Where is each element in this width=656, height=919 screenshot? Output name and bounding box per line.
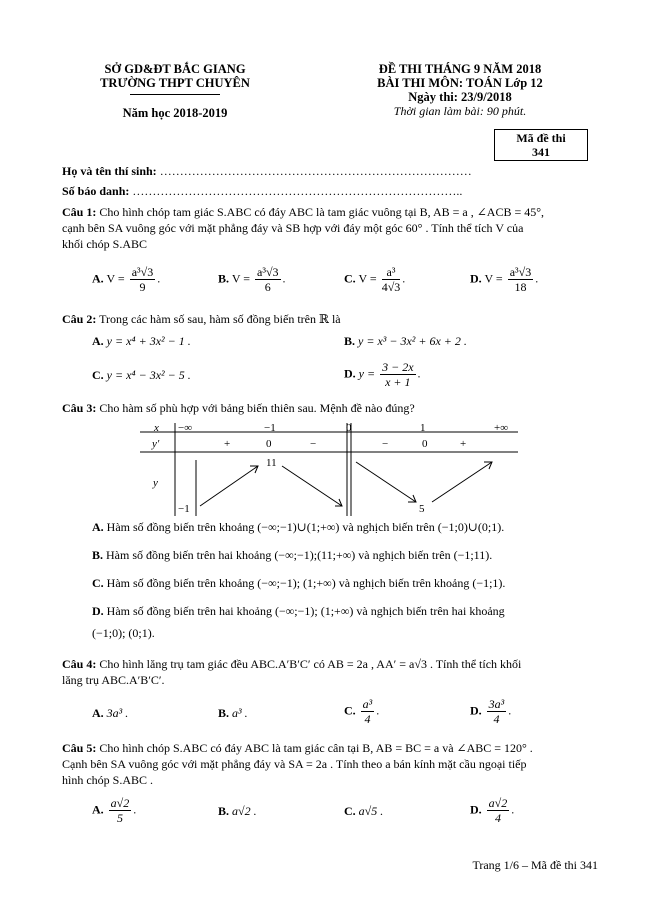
denominator: 5 [116, 811, 123, 825]
denominator: 4√3 [381, 280, 401, 294]
exam-title: ĐỀ THI THÁNG 9 NĂM 2018 [378, 62, 542, 76]
option-text: y = x⁴ + 3x² − 1 . [106, 334, 191, 348]
question-5-label: Câu 5: [62, 741, 97, 755]
question-4-line1 [62, 656, 521, 672]
numerator: a³√3 [509, 265, 532, 279]
denominator: 6 [264, 280, 271, 294]
sign: + [224, 438, 231, 450]
q3-option-d-cont: (−1;0); (0;1). [92, 626, 155, 640]
exam-duration: Thời gian làm bài: 90 phút. [393, 104, 527, 118]
question-4-text-1: Cho hình lăng trụ tam giác đều ABC.A′B′C′ có AB = 2a , AA′ = a√3 . Tính thể tích khối [99, 657, 522, 671]
q5-option-d[interactable]: D. $\frac{a√2}{4}$ . [470, 796, 515, 825]
question-1-text-2: cạnh bên SA vuông góc với mặt phẳng đáy và SB hợp với đáy một góc 60° . Tính thể tích V của [62, 221, 524, 235]
x-label: x [154, 422, 159, 434]
x-value: −∞ [178, 422, 193, 434]
option-text: Hàm số đồng biến trên khoảng (−∞;−1)∪(1;+∞) và nghịch biến trên (−1;0)∪(0;1). [106, 520, 505, 534]
option-label: B. [218, 271, 230, 286]
candidate-name-label: Họ và tên thí sinh: [62, 164, 157, 178]
candidate-id-field: ……………………………………………………………………….. [132, 184, 463, 198]
numerator: a√2 [110, 796, 130, 810]
q2-option-a[interactable] [92, 334, 191, 349]
y-value-low: −1 [178, 503, 190, 515]
exam-code-box [494, 129, 588, 161]
fraction [361, 697, 375, 726]
denominator: 9 [139, 280, 146, 294]
exam-subject: BÀI THI MÔN: TOÁN Lớp 12 [377, 76, 543, 90]
option-text: Hàm số đồng biến trên hai khoảng (−∞;−1);(11;+∞) và nghịch biến trên (−1;11). [106, 548, 493, 562]
option-prefix: V = [231, 271, 251, 286]
option-label: C. [92, 576, 104, 590]
question-1-label: Câu 1: [62, 205, 97, 219]
y-label: y [153, 477, 158, 489]
school-name: TRƯỜNG THPT CHUYÊN [100, 76, 250, 90]
numerator: a³ [382, 265, 401, 280]
q2-option-b[interactable] [344, 334, 467, 349]
q4-option-a[interactable] [92, 706, 128, 721]
question-1-text-3: khối chóp S.ABC [62, 237, 148, 251]
question-5-text-3: hình chóp S.ABC . [62, 773, 154, 787]
option-text: a√2 . [232, 804, 257, 818]
question-3 [62, 400, 415, 416]
x-value: −1 [264, 422, 276, 434]
option-label: A. [92, 520, 104, 534]
header-divider [130, 94, 220, 95]
option-label: C. [344, 271, 356, 286]
fraction [109, 796, 132, 825]
q4-option-b[interactable] [218, 706, 248, 721]
question-1-line1 [62, 204, 544, 220]
option-text: Hàm số đồng biến trên khoảng (−∞;−1); (1;+∞) và nghịch biến trên khoảng (−1;1). [106, 576, 506, 590]
option-text: Hàm số đồng biến trên hai khoảng (−∞;−1); (1;+∞) và nghịch biến trên hai khoảng [106, 604, 505, 618]
sign: − [382, 438, 389, 450]
q3-option-a[interactable] [92, 520, 504, 535]
variation-arrows [200, 462, 492, 506]
question-2 [62, 311, 341, 327]
question-2-label: Câu 2: [62, 312, 97, 326]
candidate-name-row [62, 164, 472, 179]
question-1-text-1: Cho hình chóp tam giác S.ABC có đáy ABC là tam giác vuông tại B, AB = a , ∠ACB = 45°, [99, 205, 545, 219]
denominator: x + 1 [385, 375, 411, 389]
fraction [487, 697, 507, 726]
denominator: 18 [514, 280, 527, 294]
sign: 0 [266, 438, 272, 450]
x-value: +∞ [494, 422, 509, 434]
q2-option-c[interactable] [92, 368, 191, 383]
q1-option-a[interactable]: A. V = $\frac{\text{a³√3}}{9}$ . [92, 265, 161, 294]
question-5-text-1: Cho hình chóp S.ABC có đáy ABC là tam giác cân tại B, AB = BC = a và ∠ABC = 120° . [99, 741, 533, 755]
q2-option-d[interactable]: D. y = $\frac{3 - 2x}{x + 1}$ . [344, 360, 421, 389]
option-label: A. [92, 706, 104, 720]
q5-option-a[interactable]: A. $\frac{a√2}{5}$ . [92, 796, 137, 825]
x-value: 0 [346, 422, 352, 434]
q4-option-c[interactable]: C. $\frac{\text{a³}}{4}$ . [344, 697, 380, 726]
arrow-down [282, 466, 342, 506]
option-text: y = x⁴ − 3x² − 5 . [106, 368, 191, 382]
question-3-text: Cho hàm số phù hợp với bảng biến thiên sau. Mệnh đề nào đúng? [99, 401, 415, 415]
q1-option-b[interactable]: B. V = $\frac{\text{a³√3}}{6}$ . [218, 265, 286, 294]
option-prefix: V = [358, 271, 377, 286]
option-label: A. [92, 802, 104, 817]
option-prefix: V = [484, 271, 503, 286]
numerator: a³√3 [131, 265, 154, 279]
question-4-text-2: lăng trụ ABC.A′B′C′. [62, 673, 165, 687]
fraction [380, 360, 415, 389]
option-text: a³ . [232, 706, 248, 720]
question-2-text: Trong các hàm số sau, hàm số đồng biến trên ℝ là [99, 312, 341, 326]
question-5-line1 [62, 740, 533, 756]
question-4-label: Câu 4: [62, 657, 97, 671]
school-year: Năm học 2018-2019 [122, 106, 228, 120]
sign: 0 [422, 438, 428, 450]
q5-option-c[interactable] [344, 804, 383, 819]
candidate-id-label: Số báo danh: [62, 184, 130, 198]
question-3-label: Câu 3: [62, 401, 97, 415]
q1-option-c[interactable]: C. V = $\frac{\text{a³}}{4√3}$ . [344, 265, 406, 294]
variation-table [140, 420, 520, 520]
option-label: B. [218, 706, 230, 720]
numerator: a³√3 [257, 265, 279, 279]
option-label: D. [92, 604, 104, 618]
numerator: 3 − 2x [382, 360, 414, 374]
option-label: C. [92, 368, 104, 382]
denominator: 4 [494, 811, 501, 825]
fraction [255, 265, 281, 294]
option-text: y = x³ − 3x² + 6x + 2 . [358, 334, 467, 348]
candidate-name-field: …………………………………………………………………… [159, 164, 472, 178]
fraction [508, 265, 534, 294]
page-footer: Trang 1/6 – Mã đề thi 341 [472, 858, 598, 872]
q3-option-d[interactable] [92, 604, 505, 619]
denominator: 4 [364, 712, 371, 726]
option-prefix: y = [358, 366, 376, 381]
option-label: B. [344, 334, 356, 348]
sign: + [460, 438, 467, 450]
fraction [130, 265, 156, 294]
option-label: D. [470, 271, 482, 286]
option-prefix: V = [106, 271, 125, 286]
option-label: D. [344, 366, 356, 381]
exam-code: 341 [532, 145, 550, 159]
fraction [382, 265, 401, 294]
numerator: a³ [362, 697, 373, 711]
option-label: C. [344, 804, 356, 818]
question-5-text-2: Cạnh bên SA vuông góc với mặt phẳng đáy và SA = 2a . Tính theo a bán kính mặt cầu ngoại tiếp [62, 757, 527, 771]
dept-name: SỞ GD&ĐT BẮC GIANG [104, 62, 246, 76]
x-value: 1 [420, 422, 426, 434]
q3-option-c[interactable] [92, 576, 505, 591]
option-text: 3a³ . [106, 706, 129, 720]
sign: − [310, 438, 317, 450]
exam-code-label: Mã đề thi [516, 131, 566, 145]
numerator: a√2 [488, 796, 508, 810]
exam-date: Ngày thi: 23/9/2018 [408, 90, 512, 104]
option-label: B. [218, 804, 230, 818]
option-label: A. [92, 334, 104, 348]
fraction [487, 796, 510, 825]
q3-option-b[interactable] [92, 548, 492, 563]
option-label: B. [92, 548, 104, 562]
y-value-max: 11 [266, 457, 277, 469]
candidate-id-row [62, 184, 462, 199]
option-label: C. [344, 703, 356, 718]
arrow-down [356, 462, 416, 502]
q5-option-b[interactable] [218, 804, 257, 819]
option-label: A. [92, 271, 104, 286]
yprime-label: y′ [152, 438, 160, 450]
numerator: 3a³ [488, 697, 505, 711]
option-label: D. [470, 703, 482, 718]
y-value-min: 5 [419, 503, 425, 515]
arrow-up [432, 462, 492, 502]
option-label: D. [470, 802, 482, 817]
q1-option-d[interactable]: D. V = $\frac{\text{a³√3}}{18}$ . [470, 265, 539, 294]
denominator: 4 [493, 712, 500, 726]
option-text: a√5 . [358, 804, 384, 818]
q4-option-d[interactable]: D. $\frac{\text{3a³}}{4}$ . [470, 697, 512, 726]
arrow-up [200, 466, 258, 506]
